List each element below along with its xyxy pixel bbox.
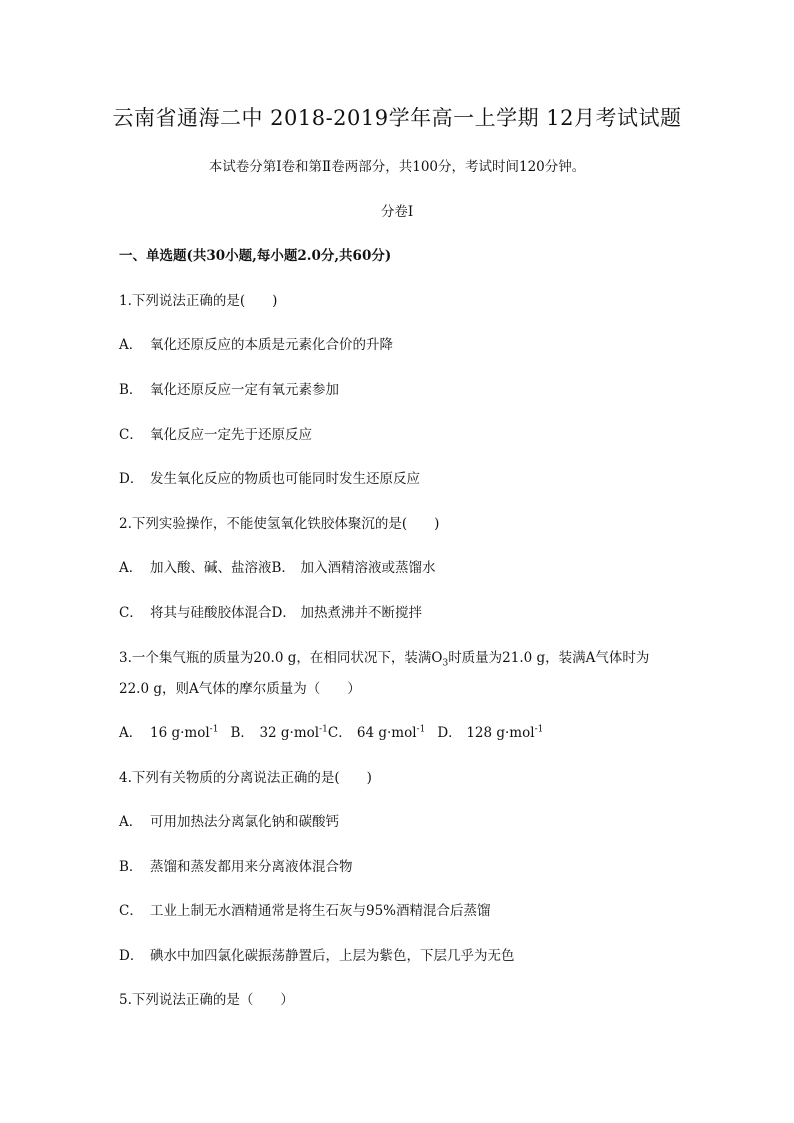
question-4-option-b [119, 857, 353, 877]
option-text: 加热煮沸并不断搅拌 [300, 605, 422, 621]
question-1-option-c [119, 425, 312, 445]
option-text: 32 g·mol [259, 725, 320, 741]
option-label: D． [119, 948, 144, 964]
exam-title: 云南省通海二中 2018-2019学年高一上学期 12月考试试题 [112, 106, 682, 130]
question-3-stem-line-2: 22.0 g，则A气体的摩尔质量为（ ） [119, 681, 361, 697]
option-label: D． [271, 605, 296, 621]
option-text: 氧化还原反应的本质是元素化合价的升降 [150, 337, 393, 353]
superscript: -1 [534, 724, 544, 735]
option-text: 加入酒精溶液或蒸馏水 [300, 560, 436, 576]
option-text: 蒸馏和蒸发都用来分离液体混合物 [150, 859, 353, 875]
option-label: B． [271, 560, 295, 576]
option-label: C． [119, 605, 143, 621]
option-text: 16 g·mol [150, 725, 210, 741]
option-label: A． [119, 814, 143, 830]
part-label: 分卷I [380, 204, 414, 220]
option-label: C． [119, 427, 143, 443]
question-1-option-a [119, 335, 393, 355]
question-4-option-d [119, 946, 515, 966]
question-2-options-ab [119, 558, 436, 578]
exam-intro: 本试卷分第Ⅰ卷和第Ⅱ卷两部分，共100分，考试时间120分钟。 [208, 159, 586, 175]
option-text: 128 g·mol [466, 725, 535, 741]
option-text: 工业上制无水酒精通常是将生石灰与95%酒精混合后蒸馏 [150, 903, 491, 919]
question-2-stem: 2.下列实验操作，不能使氢氧化铁胶体聚沉的是( ) [119, 516, 440, 532]
option-label: A． [119, 725, 143, 741]
superscript: -1 [319, 724, 328, 735]
question-1-stem: 1.下列说法正确的是( ) [119, 293, 278, 309]
option-label: C． [119, 903, 143, 919]
section-heading: 一、单选题(共30小题,每小题2.0分,共60分) [119, 248, 392, 264]
option-label: B． [119, 382, 143, 398]
option-text: 64 g·mol [356, 725, 417, 741]
option-text: 碘水中加四氯化碳振荡静置后，上层为紫色，下层几乎为无色 [150, 948, 515, 964]
question-3-options [119, 723, 543, 743]
option-text: 可用加热法分离氯化钠和碳酸钙 [150, 814, 339, 830]
superscript: -1 [416, 724, 426, 735]
superscript: -1 [209, 724, 219, 735]
option-label: D． [119, 471, 144, 487]
option-label: B． [119, 859, 143, 875]
option-label: A． [119, 560, 143, 576]
question-1-option-b [119, 380, 339, 400]
question-5-stem: 5.下列说法正确的是（ ） [119, 992, 294, 1008]
option-text: 加入酸、碱、盐溶液 [150, 560, 272, 576]
option-text: 发生氧化反应的物质也可能同时发生还原反应 [150, 471, 420, 487]
option-text: 将其与硅酸胶体混合 [150, 605, 272, 621]
option-label: B． [230, 725, 254, 741]
question-2-options-cd [119, 603, 422, 623]
question-1-option-d [119, 469, 420, 489]
question-3-stem [119, 648, 649, 668]
question-4-option-c [119, 901, 491, 921]
subscript: 3 [442, 658, 449, 669]
option-text: 氧化还原反应一定有氧元素参加 [150, 382, 339, 398]
option-label: C． [327, 725, 352, 741]
option-text: 氧化反应一定先于还原反应 [150, 427, 312, 443]
stem-text: 时质量为21.0 g，装满A气体时为 [448, 650, 650, 666]
option-label: A． [119, 337, 143, 353]
question-4-option-a [119, 812, 339, 832]
option-label: D． [437, 725, 462, 741]
stem-text: 3.一个集气瓶的质量为20.0 g，在相同状况下，装满O [119, 650, 443, 666]
question-4-stem: 4.下列有关物质的分离说法正确的是( ) [119, 770, 372, 786]
